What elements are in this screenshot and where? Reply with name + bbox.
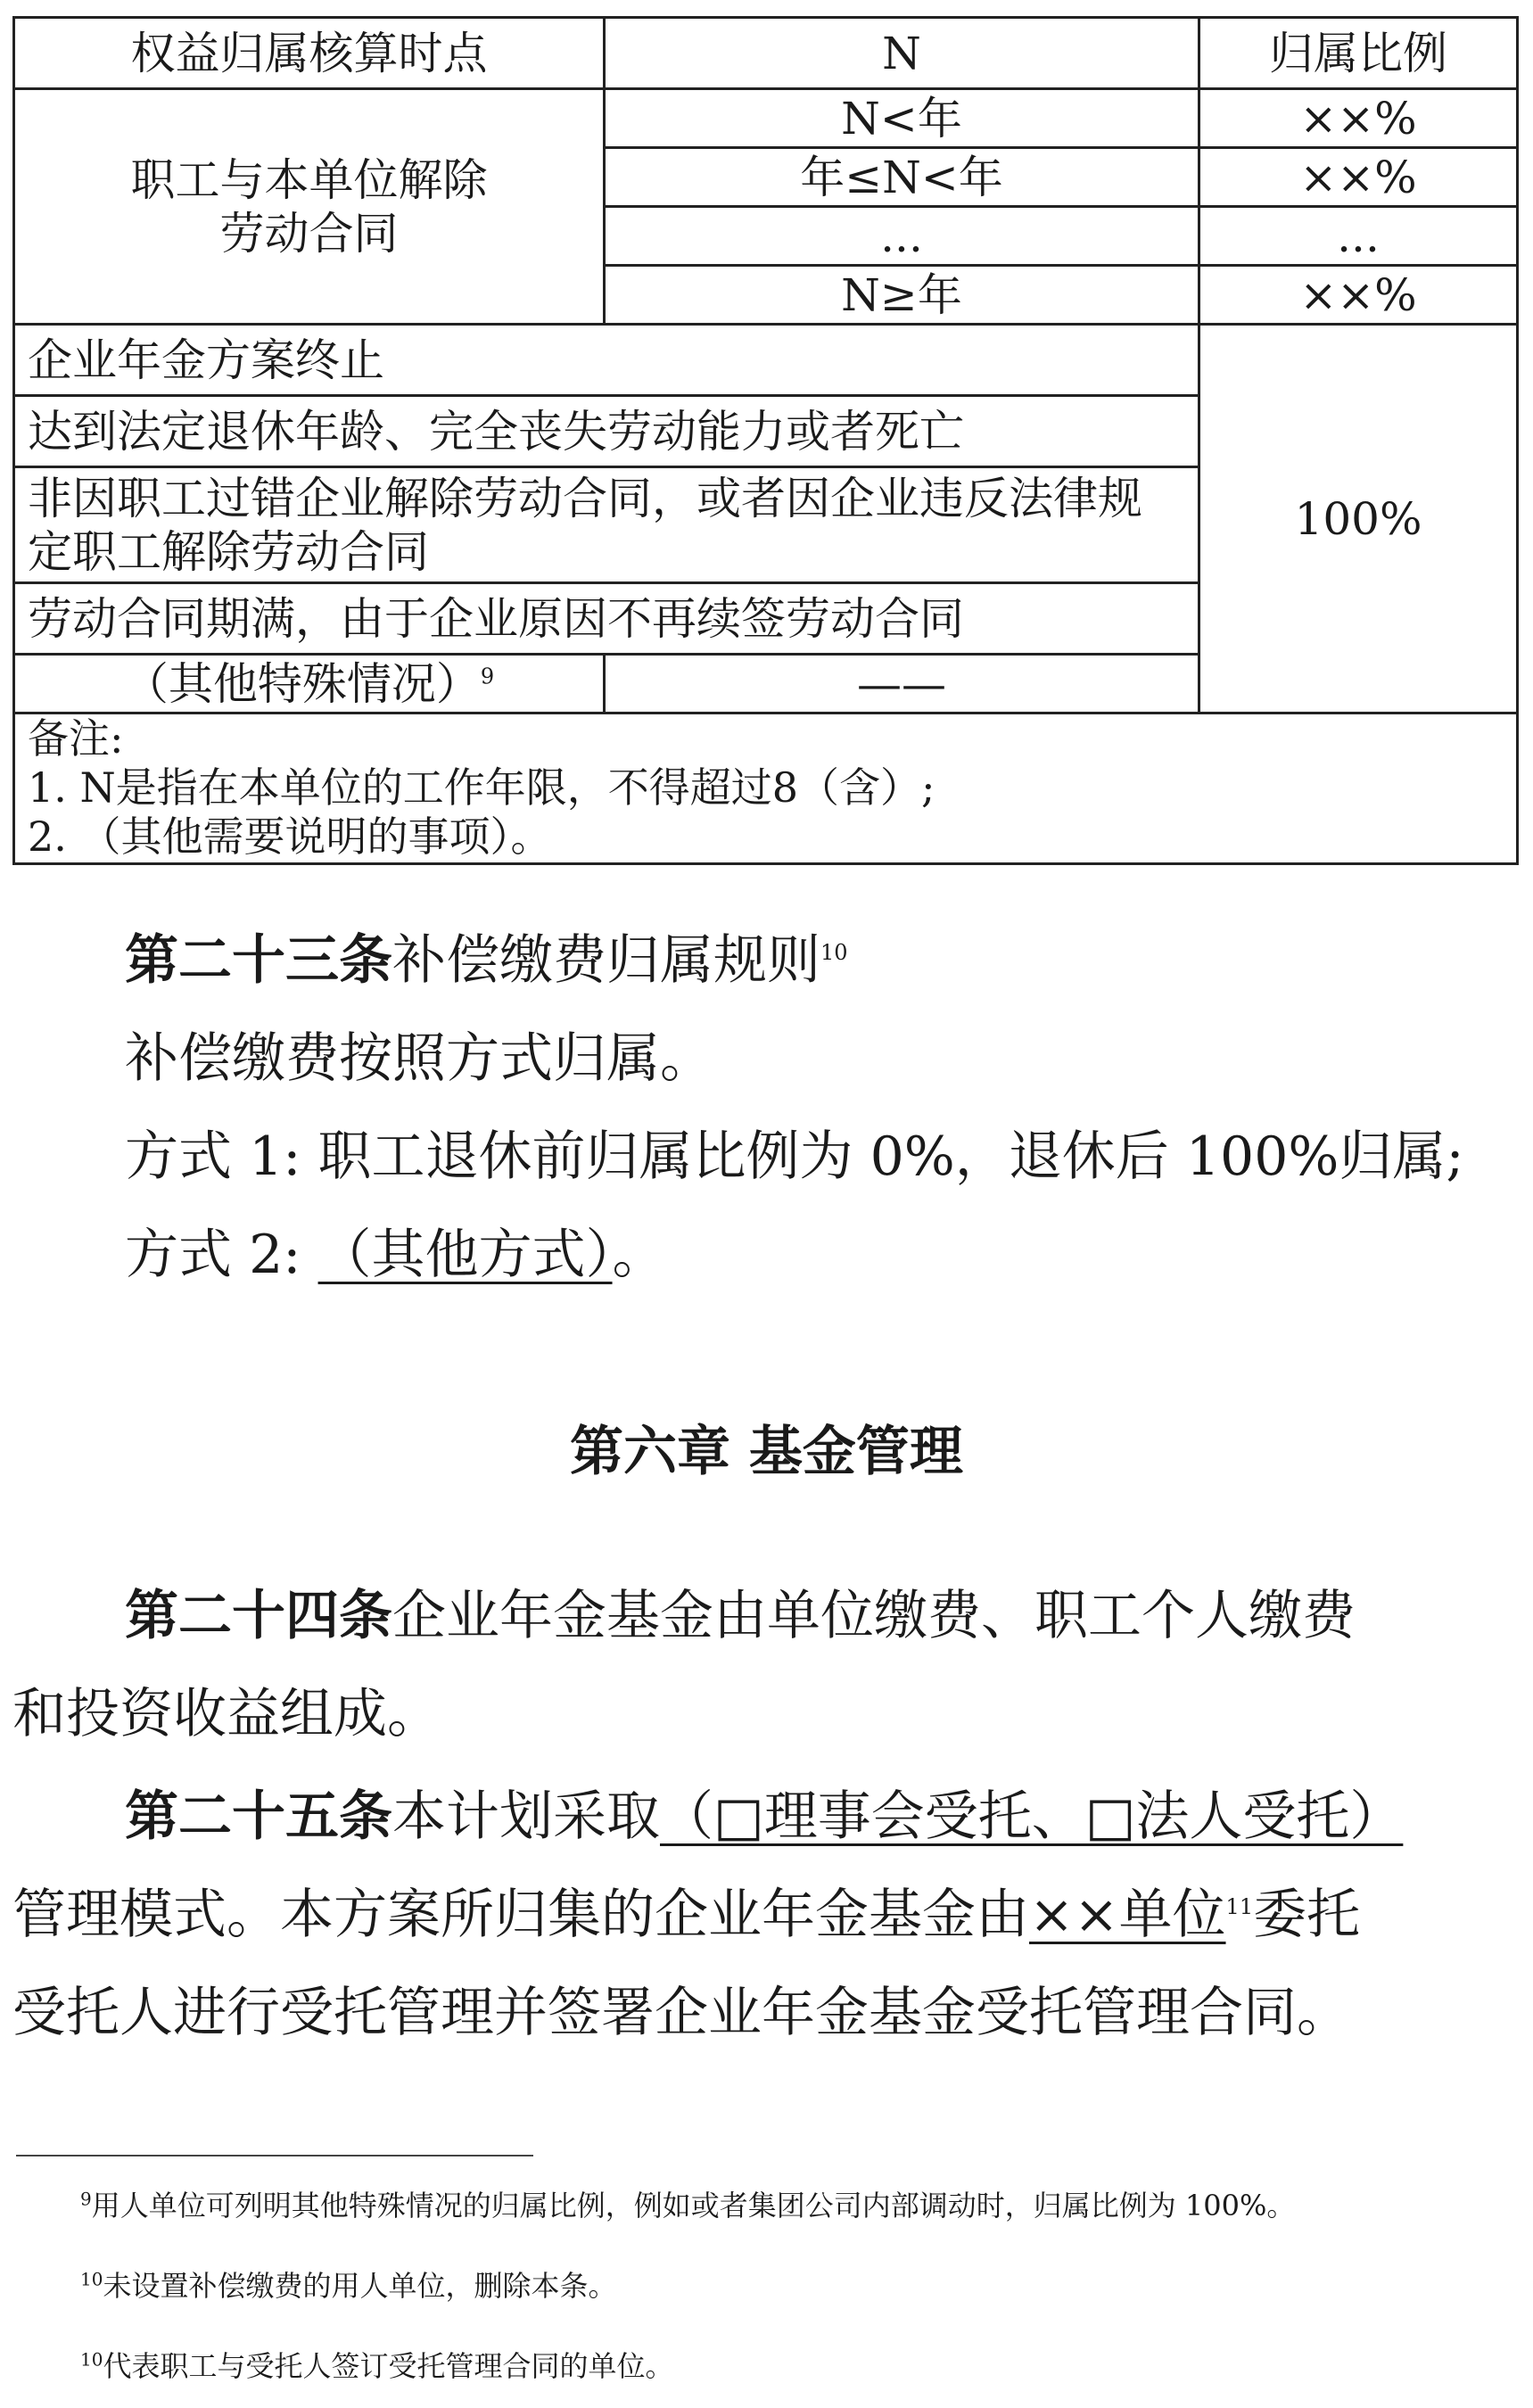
footnote-text: 代表职工与受托人签订受托管理合同的单位。 [103,2349,674,2383]
method-2-blank: （其他方式） [317,1224,613,1286]
footnote-ref: 10 [820,940,848,965]
table-header-row [14,18,1518,89]
footnote-ref: 11 [1225,1894,1254,1919]
footnote-number: 10 [80,2348,103,2371]
table-row [14,89,1518,148]
condition-cell: 劳动合同期满，由于企业原因不再续签劳动合同 [14,583,1199,655]
vesting-table [12,16,1519,865]
method-2-label: 方式 2: [125,1224,301,1286]
paragraph: 补偿缴费按照方式归属。 [125,1027,713,1090]
article-25-cont [0,1868,1533,1961]
table-row [14,325,1518,396]
article-24-cont: 和投资收益组成。 [12,1683,441,1745]
unit-blank: ××单位 [1029,1884,1226,1946]
other-n-cell: —— [605,655,1199,713]
article-number: 第二十三条 [125,929,392,992]
condition-cell: 达到法定退休年龄、完全丧失劳动能力或者死亡 [14,396,1199,467]
n-cell: N<年 [605,89,1199,148]
article-25-cont: 受托人进行受托管理并签署企业年金基金受托管理合同。 [12,1982,1350,2044]
article-text: 本计划采取 [392,1785,660,1848]
article-text: 管理模式。本方案所归集的企业年金基金由 [12,1884,1029,1946]
method-1: 方式 1: 职工退休前归属比例为 0%，退休后 100%归属; [125,1126,1464,1188]
header-cell-ratio: 归属比例 [1199,18,1518,89]
ratio-cell: ××% [1199,148,1518,207]
article-text: 企业年金基金由单位缴费、职工个人缴费 [392,1585,1356,1647]
article-text: 补偿缴费归属规则 [392,929,820,992]
notes-cell [14,713,1518,864]
header-cell-n: N [605,18,1199,89]
article-text: 委托 [1253,1884,1361,1946]
footnote [80,2183,1295,2224]
article-number: 第二十四条 [125,1585,392,1647]
footnote-number: 10 [80,2268,103,2290]
dismissal-label-cell [14,89,605,325]
n-cell: N≥年 [605,266,1199,325]
footnote-text: 用人单位可列明其他特殊情况的归属比例，例如或者集团公司内部调动时，归属比例为 100%。 [91,2189,1296,2222]
footnote-number: 9 [80,2188,92,2210]
punctuation: 。 [612,1224,666,1286]
ratio-cell: ... [1199,207,1518,266]
n-cell: 年≤N<年 [605,148,1199,207]
note-item: 1. N是指在本单位的工作年限，不得超过8（含）; [28,763,935,812]
mode-choice-blank: （□理事会受托、□法人受托） [660,1785,1404,1848]
article-number: 第二十五条 [125,1785,392,1848]
n-cell: ... [605,207,1199,266]
footnote-divider [16,2155,533,2156]
condition-cell: 企业年金方案终止 [14,325,1199,396]
article-23-heading [0,914,1533,1007]
other-condition-label: （其他特殊情况） [123,657,481,710]
note-item: 2. （其他需要说明的事项）。 [28,812,552,862]
other-condition-cell [14,655,605,713]
article-24 [0,1570,1533,1662]
footnote-ref: 9 [480,663,495,689]
article-25 [0,1770,1533,1863]
notes-title: 备注: [28,714,124,763]
notes-row [14,713,1518,864]
header-cell-timepoint: 权益归属核算时点 [14,18,605,89]
condition-cell: 非因职工过错企业解除劳动合同，或者因企业违反法律规定职工解除劳动合同 [14,467,1199,583]
method-2 [0,1208,1533,1301]
footnote [80,2264,616,2305]
ratio-cell: ××% [1199,89,1518,148]
footnote-text: 未设置补偿缴费的用人单位，删除本条。 [103,2269,617,2303]
chapter-title: 第六章 基金管理 [570,1421,963,1483]
ratio-cell: ××% [1199,266,1518,325]
dismissal-label: 职工与本单位解除劳动合同 [130,153,488,260]
full-ratio-cell: 100% [1199,325,1518,713]
footnote [80,2344,673,2385]
